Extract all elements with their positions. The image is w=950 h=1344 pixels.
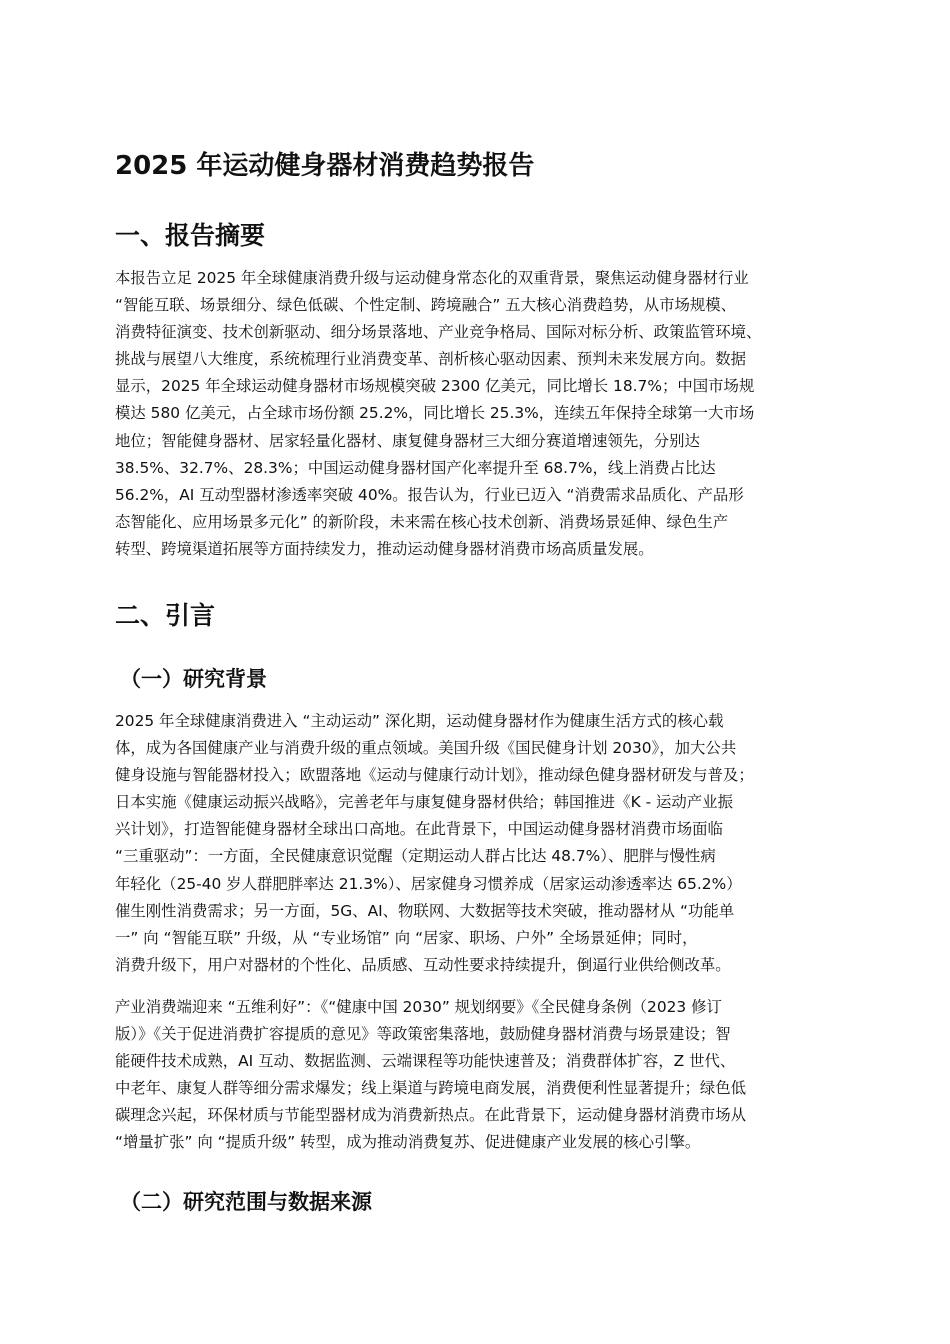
text-line: “三重驱动”：一方面，全民健康意识觉醒（定期运动人群占比达 48.7%）、肥胖与慢性病	[115, 847, 716, 866]
text-line: 模达 580 亿美元，占全球市场份额 25.2%，同比增长 25.3%，连续五年保持全球第一大市场	[115, 404, 755, 423]
text-line: “智能互联、场景细分、绿色低碳、个性定制、跨境融合” 五大核心消费趋势，从市场规模、	[115, 296, 737, 315]
subsection-heading-background: （一）研究背景	[120, 667, 267, 691]
text-line: 催生刚性消费需求；另一方面，5G、AI、物联网、大数据等技术突破，推动器材从 “功能单	[115, 901, 735, 920]
summary-paragraph	[115, 265, 837, 563]
text-line: 能硬件技术成熟，AI 互动、数据监测、云端课程等功能快速普及；消费群体扩容，Z 世代、	[115, 1052, 736, 1071]
text-line: “增量扩张” 向 “提质升级” 转型，成为推动消费复苏、促进健康产业发展的核心引擎。	[115, 1133, 701, 1152]
text-line: 一” 向 “智能互联” 升级，从 “专业场馆” 向 “居家、职场、户外” 全场景延伸；同时，	[115, 928, 698, 947]
background-paragraph-2	[115, 994, 837, 1157]
text-line: 显示，2025 年全球运动健身器材市场规模突破 2300 亿美元，同比增长 18.7%；中国市场规	[115, 377, 755, 396]
text-line: 中老年、康复人群等细分需求爆发；线上渠道与跨境电商发展，消费便利性显著提升；绿色低	[115, 1079, 747, 1098]
text-line: 挑战与展望八大维度，系统梳理行业消费变革、剖析核心驱动因素、预判未来发展方向。数据	[115, 350, 747, 369]
section-heading-introduction: 二、引言	[115, 601, 216, 630]
text-line: 地位；智能健身器材、居家轻量化器材、康复健身器材三大细分赛道增速领先，分别达	[115, 431, 700, 450]
text-line: 态智能化、应用场景多元化” 的新阶段，未来需在核心技术创新、消费场景延伸、绿色生产	[115, 512, 729, 531]
text-line: 38.5%、32.7%、28.3%；中国运动健身器材国产化率提升至 68.7%，线上消费占比达	[115, 458, 716, 477]
text-line: 体，成为各国健康产业与消费升级的重点领域。美国升级《国民健身计划 2030》，加大公共	[115, 739, 737, 758]
text-line: 转型、跨境渠道拓展等方面持续发力，推动运动健身器材消费市场高质量发展。	[115, 539, 654, 558]
text-line: 健身设施与智能器材投入；欧盟落地《运动与健康行动计划》，推动绿色健身器材研发与普及；	[115, 766, 754, 785]
text-line: 兴计划》，打造智能健身器材全球出口高地。在此背景下，中国运动健身器材消费市场面临	[115, 820, 723, 839]
text-line: 消费特征演变、技术创新驱动、细分场景落地、产业竞争格局、国际对标分析、政策监管环境、	[115, 323, 762, 342]
text-line: 碳理念兴起，环保材质与节能型器材成为消费新热点。在此背景下，运动健身器材消费市场从	[115, 1106, 747, 1125]
text-line: 日本实施《健康运动振兴战略》，完善老年与康复健身器材供给；韩国推进《K - 运动产业振	[115, 793, 733, 812]
text-line: 产业消费端迎来 “五维利好”：《“健康中国 2030” 规划纲要》《全民健身条例（2023 修订	[115, 998, 722, 1016]
section-heading-summary: 一、报告摘要	[115, 221, 266, 250]
document-title: 2025 年运动健身器材消费趋势报告	[115, 151, 535, 181]
background-paragraph-1	[115, 708, 837, 979]
text-line: 56.2%，AI 互动型器材渗透率突破 40%。报告认为，行业已迈入 “消费需求品质化、产品形	[115, 485, 744, 504]
text-line: 本报告立足 2025 年全球健康消费升级与运动健身常态化的双重背景，聚焦运动健身器材行业	[115, 269, 749, 287]
text-line: 消费升级下，用户对器材的个性化、品质感、互动性要求持续提升，倒逼行业供给侧改革。	[115, 955, 731, 974]
text-line: 版）》《关于促进消费扩容提质的意见》等政策密集落地，鼓励健身器材消费与场景建设；智	[115, 1025, 731, 1044]
text-line: 年轻化（25-40 岁人群肥胖率达 21.3%）、居家健身习惯养成（居家运动渗透率达 65.2%）	[115, 874, 742, 893]
subsection-heading-scope-and-sources: （二）研究范围与数据来源	[120, 1190, 372, 1214]
text-line: 2025 年全球健康消费进入 “主动运动” 深化期，运动健身器材作为健康生活方式的核心载	[115, 712, 724, 730]
